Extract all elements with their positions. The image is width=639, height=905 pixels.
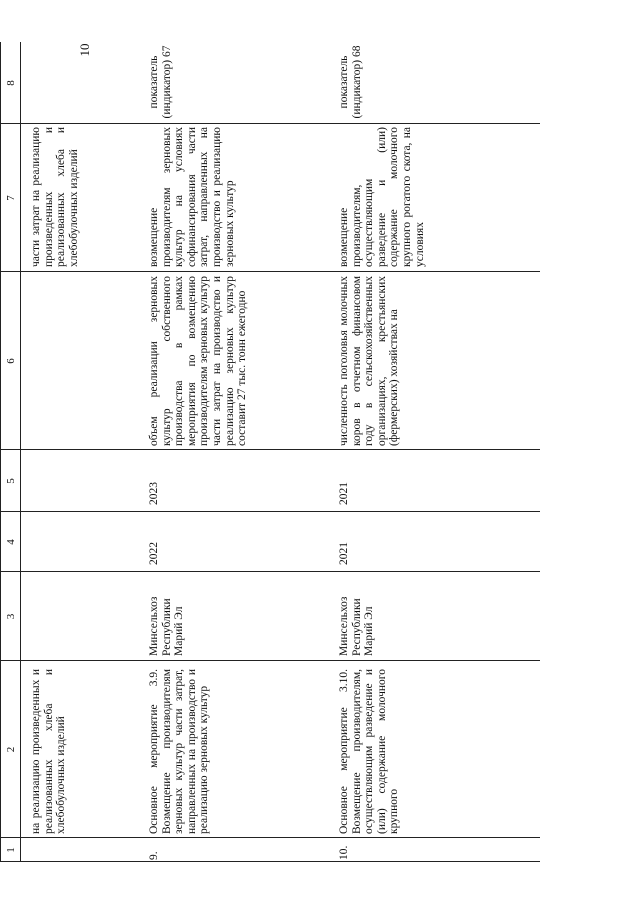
indicator-cell: численность поголовья молочных коров в отчетном финансовом году в сельскохозяйственных организациях, крестьянских (фермерских) хозяйствах на	[338, 276, 401, 446]
header-col-6: 6	[5, 358, 17, 364]
executor-cell: Минсельхоз Республики Марий Эл	[338, 596, 376, 656]
link-cell: возмещение производителям зерновых культур на условиях софинансирования части затрат, направленных на производство и реализацию зерновых культур	[148, 127, 236, 267]
executor-cell: Минсельхоз Республики Марий Эл	[148, 596, 186, 656]
link-cell: части затрат на реализацию произведенных и реализованных хлеба и хлебобулочных изделий	[30, 127, 80, 267]
rotated-table	[0, 42, 540, 862]
header-col-8: 8	[5, 80, 17, 86]
header-col-5: 5	[5, 478, 17, 484]
header-col-1: 1	[5, 847, 17, 853]
indicator-cell: объем реализации зерновых культур собственного производства в рамках мероприятия по возмещению производителям зерновых культур части затрат на производство и реализацию зерновых культур составит 27 тыс. тонн ежегодно	[148, 276, 249, 446]
row-number-cell: 10.	[338, 845, 350, 860]
row-number-cell: 9.	[148, 851, 160, 860]
note-cell: показатель (индикатор) 68	[338, 45, 363, 119]
header-col-3: 3	[5, 613, 17, 620]
event-cell: Основное мероприятие 3.10. Возмещение производителям, осуществляющим разведение и (или) содержание молочного крупного	[338, 669, 401, 834]
header-col-2: 2	[5, 746, 17, 753]
start-year-cell: 2022	[148, 542, 160, 565]
column-divider	[0, 511, 540, 512]
column-divider	[0, 571, 540, 572]
column-divider	[0, 660, 540, 661]
link-cell: возмещение производителям, осуществляющим разведение и (или) содержание молочного крупного рогатого скота, на условиях	[338, 127, 426, 267]
end-year-cell: 2023	[148, 482, 160, 505]
column-divider	[0, 271, 540, 272]
event-cell: Основное мероприятие 3.9. Возмещение производителям зерновых культур части затрат, направленных на производство и реализацию зерновых культур	[148, 669, 211, 834]
end-year-cell: 2021	[338, 482, 350, 505]
table-border-left	[0, 861, 540, 862]
page-number: 10	[77, 43, 92, 57]
header-divider	[20, 42, 21, 862]
header-col-4: 4	[5, 539, 17, 545]
event-cell: на реализацию произведенных и реализованных хлеба и хлебобулочных изделий	[30, 669, 68, 834]
note-cell: показатель (индикатор) 67	[148, 45, 173, 119]
column-divider	[0, 123, 540, 124]
start-year-cell: 2021	[338, 542, 350, 565]
column-divider	[0, 837, 540, 838]
table-border-top	[0, 42, 1, 862]
header-col-7: 7	[5, 195, 17, 201]
column-divider	[0, 449, 540, 450]
